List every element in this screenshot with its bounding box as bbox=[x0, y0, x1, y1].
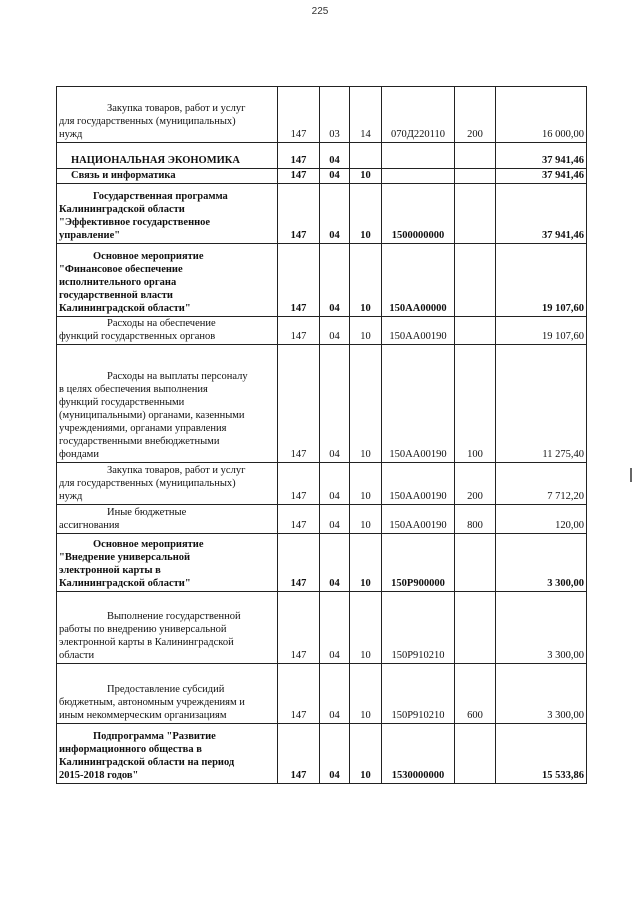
table-row bbox=[57, 244, 587, 317]
cell-name-line: Расходы на выплаты персоналу bbox=[107, 371, 248, 382]
cell-name-line: Основное мероприятие bbox=[93, 251, 204, 262]
cell-rz: 04 bbox=[320, 724, 350, 784]
cell-name-line: области bbox=[59, 650, 95, 661]
cell-csr bbox=[382, 169, 455, 184]
cell-name bbox=[57, 345, 278, 463]
cell-rz: 04 bbox=[320, 505, 350, 534]
cell-vr bbox=[455, 169, 496, 184]
table-row bbox=[57, 143, 587, 169]
cell-sum: 19 107,60 bbox=[496, 317, 587, 345]
cell-rz: 04 bbox=[320, 592, 350, 664]
cell-name bbox=[57, 143, 278, 169]
cell-gr: 147 bbox=[278, 184, 320, 244]
cell-rz: 04 bbox=[320, 184, 350, 244]
cell-name-line: исполнительного органа bbox=[59, 277, 177, 288]
cell-gr: 147 bbox=[278, 87, 320, 143]
table-row bbox=[57, 345, 587, 463]
cell-name-line: в целях обеспечения выполнения bbox=[59, 384, 208, 395]
cell-pr: 10 bbox=[350, 184, 382, 244]
cell-sum: 7 712,20 bbox=[496, 463, 587, 505]
table-row bbox=[57, 463, 587, 505]
cell-rz: 03 bbox=[320, 87, 350, 143]
cell-rz: 04 bbox=[320, 463, 350, 505]
cell-pr bbox=[350, 143, 382, 169]
cell-name-line: государственными внебюджетными bbox=[59, 436, 220, 447]
cell-pr: 10 bbox=[350, 463, 382, 505]
cell-sum: 19 107,60 bbox=[496, 244, 587, 317]
table-row bbox=[57, 592, 587, 664]
cell-csr: 070Д220110 bbox=[382, 87, 455, 143]
cell-gr: 147 bbox=[278, 345, 320, 463]
cell-name bbox=[57, 463, 278, 505]
cell-name-line: НАЦИОНАЛЬНАЯ ЭКОНОМИКА bbox=[71, 155, 240, 166]
cell-vr: 200 bbox=[455, 463, 496, 505]
cell-name-line: для государственных (муниципальных) bbox=[59, 478, 236, 489]
cell-name bbox=[57, 184, 278, 244]
cell-rz: 04 bbox=[320, 664, 350, 724]
cell-name-line: Государственная программа bbox=[93, 191, 228, 202]
cell-pr: 10 bbox=[350, 534, 382, 592]
table-row bbox=[57, 724, 587, 784]
cell-name-line: 2015-2018 годов" bbox=[59, 770, 139, 781]
cell-gr: 147 bbox=[278, 505, 320, 534]
cell-pr: 14 bbox=[350, 87, 382, 143]
cell-vr: 100 bbox=[455, 345, 496, 463]
cell-name-line: электронной карты в bbox=[59, 565, 161, 576]
cell-vr bbox=[455, 244, 496, 317]
cell-name-line: Калининградской области bbox=[59, 204, 185, 215]
cell-pr: 10 bbox=[350, 345, 382, 463]
cell-rz: 04 bbox=[320, 534, 350, 592]
cell-name-line: информационного общества в bbox=[59, 744, 202, 755]
cell-sum: 3 300,00 bbox=[496, 664, 587, 724]
cell-vr bbox=[455, 317, 496, 345]
cell-pr: 10 bbox=[350, 317, 382, 345]
cell-name-line: "Эффективное государственное bbox=[59, 217, 211, 228]
cell-name-line: Связь и информатика bbox=[71, 170, 176, 181]
cell-gr: 147 bbox=[278, 463, 320, 505]
cell-name-line: Подпрограмма "Развитие bbox=[93, 731, 216, 742]
cell-vr bbox=[455, 592, 496, 664]
cell-name-line: для государственных (муниципальных) bbox=[59, 116, 236, 127]
cell-name-line: нужд bbox=[59, 129, 83, 140]
cell-name-line: "Внедрение универсальной bbox=[59, 552, 191, 563]
cell-name-line: Закупка товаров, работ и услуг bbox=[107, 465, 246, 476]
cell-vr: 800 bbox=[455, 505, 496, 534]
cell-sum: 3 300,00 bbox=[496, 592, 587, 664]
cell-name-line: бюджетным, автономным учреждениям и bbox=[59, 697, 245, 708]
cell-vr bbox=[455, 143, 496, 169]
cell-name-line: фондами bbox=[59, 449, 99, 460]
cell-vr bbox=[455, 724, 496, 784]
cell-name-line: управление" bbox=[59, 230, 121, 241]
cell-rz: 04 bbox=[320, 143, 350, 169]
page-number: 225 bbox=[311, 6, 329, 17]
cell-csr: 150АА00190 bbox=[382, 345, 455, 463]
cell-rz: 04 bbox=[320, 317, 350, 345]
table-row bbox=[57, 505, 587, 534]
cell-gr: 147 bbox=[278, 724, 320, 784]
cell-sum: 15 533,86 bbox=[496, 724, 587, 784]
cell-name bbox=[57, 244, 278, 317]
cell-vr: 600 bbox=[455, 664, 496, 724]
cell-name-line: электронной карты в Калининградской bbox=[59, 637, 234, 648]
cell-rz: 04 bbox=[320, 169, 350, 184]
cell-name-line: Калининградской области на период bbox=[59, 757, 235, 768]
cell-name-line: Иные бюджетные bbox=[107, 507, 187, 518]
cell-pr: 10 bbox=[350, 505, 382, 534]
table-row bbox=[57, 534, 587, 592]
margin-mark bbox=[630, 468, 632, 482]
budget-table bbox=[56, 86, 587, 784]
cell-gr: 147 bbox=[278, 534, 320, 592]
cell-name bbox=[57, 505, 278, 534]
cell-name-line: (муниципальными) органами, казенными bbox=[59, 410, 245, 421]
cell-name-line: ассигнования bbox=[59, 520, 120, 531]
cell-name bbox=[57, 87, 278, 143]
cell-csr: 150АА00190 bbox=[382, 505, 455, 534]
cell-rz: 04 bbox=[320, 345, 350, 463]
table-row bbox=[57, 87, 587, 143]
cell-csr: 150Р900000 bbox=[382, 534, 455, 592]
cell-gr: 147 bbox=[278, 592, 320, 664]
cell-sum: 11 275,40 bbox=[496, 345, 587, 463]
cell-sum: 37 941,46 bbox=[496, 143, 587, 169]
table-row bbox=[57, 169, 587, 184]
cell-name bbox=[57, 664, 278, 724]
cell-vr: 200 bbox=[455, 87, 496, 143]
cell-sum: 37 941,46 bbox=[496, 184, 587, 244]
cell-name bbox=[57, 592, 278, 664]
cell-pr: 10 bbox=[350, 664, 382, 724]
cell-sum: 37 941,46 bbox=[496, 169, 587, 184]
cell-pr: 10 bbox=[350, 169, 382, 184]
cell-csr: 1530000000 bbox=[382, 724, 455, 784]
cell-vr bbox=[455, 534, 496, 592]
table-row bbox=[57, 317, 587, 345]
cell-name-line: функций государственными bbox=[59, 397, 185, 408]
cell-gr: 147 bbox=[278, 244, 320, 317]
cell-name-line: функций государственных органов bbox=[59, 331, 216, 342]
cell-sum: 120,00 bbox=[496, 505, 587, 534]
cell-csr: 150АА00000 bbox=[382, 244, 455, 317]
cell-csr: 150АА00190 bbox=[382, 317, 455, 345]
cell-gr: 147 bbox=[278, 317, 320, 345]
cell-name bbox=[57, 169, 278, 184]
cell-name-line: Калининградской области" bbox=[59, 303, 191, 314]
cell-name bbox=[57, 534, 278, 592]
cell-name-line: Предоставление субсидий bbox=[107, 684, 225, 695]
cell-csr: 150Р910210 bbox=[382, 664, 455, 724]
cell-gr: 147 bbox=[278, 664, 320, 724]
cell-name-line: Расходы на обеспечение bbox=[107, 318, 216, 329]
cell-csr: 150АА00190 bbox=[382, 463, 455, 505]
cell-name-line: нужд bbox=[59, 491, 83, 502]
table-row bbox=[57, 184, 587, 244]
cell-name-line: Закупка товаров, работ и услуг bbox=[107, 103, 246, 114]
cell-csr: 1500000000 bbox=[382, 184, 455, 244]
cell-name bbox=[57, 317, 278, 345]
cell-gr: 147 bbox=[278, 169, 320, 184]
cell-pr: 10 bbox=[350, 244, 382, 317]
table-row bbox=[57, 664, 587, 724]
cell-name-line: "Финансовое обеспечение bbox=[59, 264, 183, 275]
cell-sum: 3 300,00 bbox=[496, 534, 587, 592]
cell-name bbox=[57, 724, 278, 784]
cell-csr: 150Р910210 bbox=[382, 592, 455, 664]
cell-sum: 16 000,00 bbox=[496, 87, 587, 143]
cell-pr: 10 bbox=[350, 592, 382, 664]
cell-pr: 10 bbox=[350, 724, 382, 784]
cell-name-line: государственной власти bbox=[59, 290, 173, 301]
budget-table-body bbox=[57, 87, 587, 784]
cell-csr bbox=[382, 143, 455, 169]
cell-vr bbox=[455, 184, 496, 244]
cell-rz: 04 bbox=[320, 244, 350, 317]
cell-name-line: иным некоммерческим организациям bbox=[59, 710, 227, 721]
cell-gr: 147 bbox=[278, 143, 320, 169]
cell-name-line: работы по внедрению универсальной bbox=[59, 624, 227, 635]
cell-name-line: Основное мероприятие bbox=[93, 539, 204, 550]
cell-name-line: учреждениями, органами управления bbox=[59, 423, 227, 434]
cell-name-line: Калининградской области" bbox=[59, 578, 191, 589]
cell-name-line: Выполнение государственной bbox=[107, 611, 241, 622]
